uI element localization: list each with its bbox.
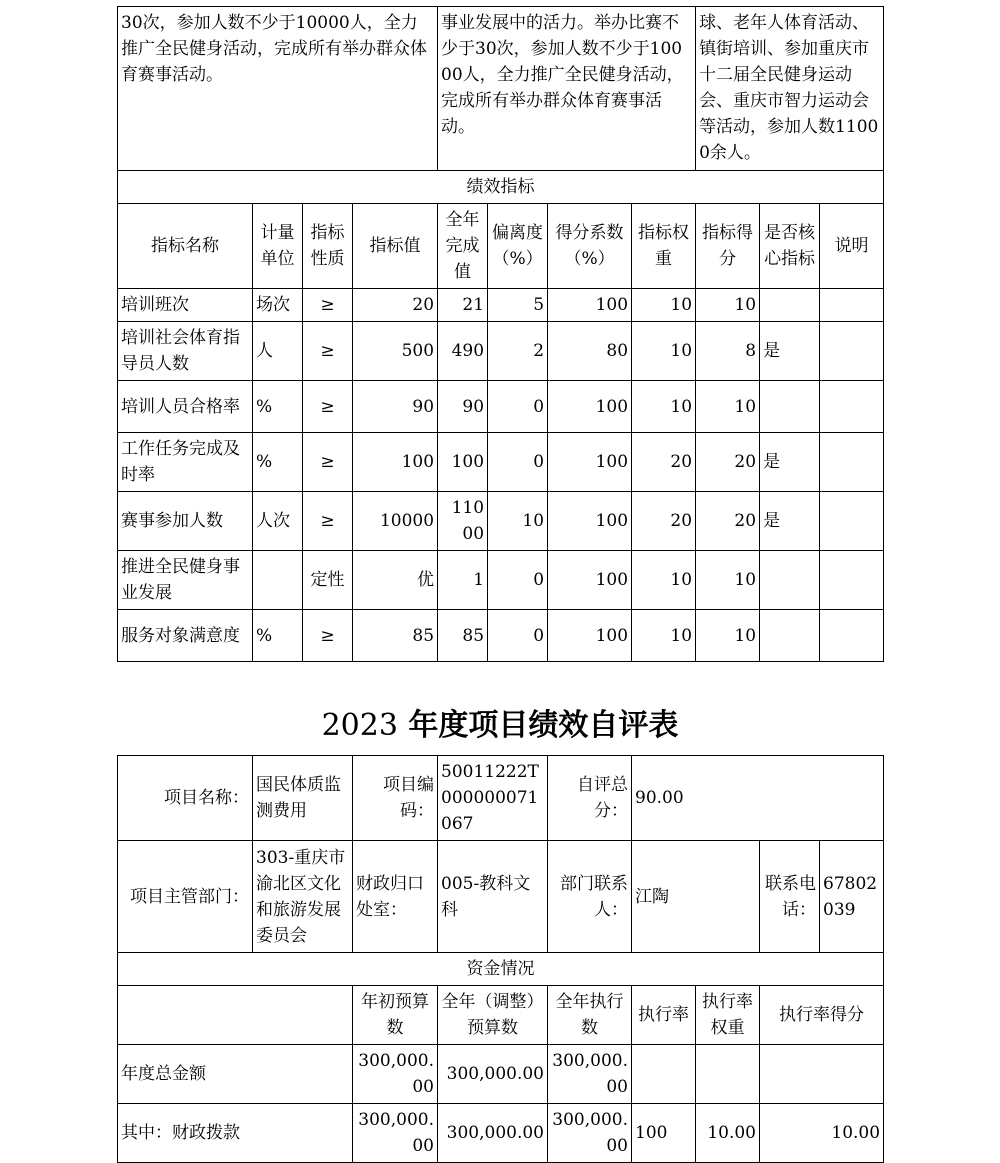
self-score-label: 自评总分： [548,756,632,841]
dept: 303-重庆市渝北区文化和旅游发展委员会 [253,841,353,953]
perf-cell: 10 [632,322,696,381]
perf-cell: 10000 [353,492,438,551]
funds-header: 执行率 [632,986,696,1045]
perf-cell: 80 [548,322,632,381]
perf-header: 得分系数（%） [548,204,632,289]
contact: 江陶 [632,841,760,953]
perf-row [118,551,884,610]
perf-cell: 21 [438,289,488,322]
perf-cell: 90 [353,381,438,433]
perf-cell: 20 [632,492,696,551]
perf-row [118,492,884,551]
perf-cell: ≥ [303,492,353,551]
funds-cell: 300,000.00 [548,1045,632,1104]
perf-row [118,433,884,492]
perf-cell: 优 [353,551,438,610]
top-text-cell-3: 球、老年人体育活动、镇街培训、参加重庆市十二届全民健身运动会、重庆市智力运动会等活动，参加人数11000余人。 [696,7,884,171]
perf-header: 指标权重 [632,204,696,289]
perf-cell: ≥ [303,322,353,381]
perf-cell: 2 [488,322,548,381]
funds-cell [632,1045,696,1104]
project-name-label: 项目名称： [118,756,253,841]
perf-cell [253,551,303,610]
funds-header-row [118,986,884,1045]
perf-cell [760,551,820,610]
perf-cell: ≥ [303,610,353,662]
perf-header: 偏离度（%） [488,204,548,289]
perf-cell [760,381,820,433]
perf-cell [820,381,884,433]
perf-cell: 推进全民健身事业发展 [118,551,253,610]
perf-cell: 20 [696,433,760,492]
perf-header: 指标得分 [696,204,760,289]
perf-cell: 100 [548,551,632,610]
perf-cell: 10 [488,492,548,551]
perf-cell [820,610,884,662]
funds-cell: 300,000.00 [438,1104,548,1163]
perf-cell: 10 [696,551,760,610]
perf-cell: 10 [632,289,696,322]
funds-header: 全年（调整）预算数 [438,986,548,1045]
funds-cell: 年度总金额 [118,1045,353,1104]
perf-cell: 10 [696,289,760,322]
perf-cell [820,322,884,381]
funds-header: 全年执行数 [548,986,632,1045]
perf-cell [820,289,884,322]
finance: 005-教科文科 [438,841,548,953]
perf-cell: 100 [438,433,488,492]
perf-row [118,381,884,433]
perf-cell: 培训人员合格率 [118,381,253,433]
perf-header: 指标性质 [303,204,353,289]
perf-header: 指标名称 [118,204,253,289]
top-text-cell-2: 事业发展中的活力。举办比赛不少于30次，参加人数不少于10000人，全力推广全民健身活动，完成所有举办群众体育赛事活动。 [438,7,696,171]
perf-cell: 100 [548,610,632,662]
funds-header: 执行率得分 [760,986,884,1045]
funds-cell: 10.00 [760,1104,884,1163]
perf-header-row [118,204,884,289]
perf-cell: 490 [438,322,488,381]
funds-row [118,1045,884,1104]
perf-cell: ≥ [303,381,353,433]
funds-section-title: 资金情况 [118,953,884,986]
perf-cell [820,433,884,492]
phone-label: 联系电话： [760,841,820,953]
perf-cell: 85 [438,610,488,662]
perf-cell: 8 [696,322,760,381]
perf-cell: % [253,610,303,662]
perf-cell: 100 [548,289,632,322]
perf-cell: 90 [438,381,488,433]
perf-cell: 10 [696,610,760,662]
perf-cell: 人 [253,322,303,381]
funds-cell [696,1045,760,1104]
funds-cell: 100 [632,1104,696,1163]
project-table [117,755,884,1163]
perf-cell: 500 [353,322,438,381]
perf-cell: 10 [632,610,696,662]
funds-header: 年初预算数 [353,986,438,1045]
page-title [0,700,1000,744]
perf-cell: 100 [548,492,632,551]
perf-cell: % [253,433,303,492]
perf-cell [820,551,884,610]
perf-cell: 是 [760,322,820,381]
perf-cell: 11000 [438,492,488,551]
perf-row [118,289,884,322]
perf-section-title: 绩效指标 [118,171,884,204]
funds-cell: 300,000.00 [548,1104,632,1163]
perf-cell [760,610,820,662]
perf-cell [760,289,820,322]
funds-cell: 10.00 [696,1104,760,1163]
perf-cell: 是 [760,492,820,551]
perf-cell: 场次 [253,289,303,322]
funds-cell: 300,000.00 [353,1104,438,1163]
perf-header: 是否核心指标 [760,204,820,289]
perf-cell: 赛事参加人数 [118,492,253,551]
perf-cell: 20 [353,289,438,322]
funds-row [118,1104,884,1163]
perf-row [118,322,884,381]
perf-row [118,610,884,662]
perf-cell: ≥ [303,289,353,322]
perf-cell: 是 [760,433,820,492]
contact-label: 部门联系人： [548,841,632,953]
project-name: 国民体质监测费用 [253,756,353,841]
funds-cell: 300,000.00 [353,1045,438,1104]
funds-cell [760,1045,884,1104]
perf-header: 指标值 [353,204,438,289]
perf-cell: 10 [696,381,760,433]
perf-cell: % [253,381,303,433]
title-text: 年度项目绩效自评表 [408,708,679,743]
perf-header: 计量单位 [253,204,303,289]
finance-label: 财政归口处室： [353,841,438,953]
perf-header: 全年完成值 [438,204,488,289]
perf-cell [820,492,884,551]
perf-cell: 培训社会体育指导员人数 [118,322,253,381]
project-code: 50011222T000000071067 [438,756,548,841]
top-text-cell-1: 30次，参加人数不少于10000人，全力推广全民健身活动，完成所有举办群众体育赛事活动。 [118,7,438,171]
perf-cell: ≥ [303,433,353,492]
funds-header-blank [118,986,353,1045]
perf-cell: 10 [632,381,696,433]
perf-cell: 定性 [303,551,353,610]
perf-cell: 培训班次 [118,289,253,322]
perf-cell: 0 [488,610,548,662]
funds-header: 执行率权重 [696,986,760,1045]
perf-cell: 100 [548,433,632,492]
perf-cell: 5 [488,289,548,322]
perf-cell: 人次 [253,492,303,551]
perf-cell: 工作任务完成及时率 [118,433,253,492]
phone: 67802039 [820,841,884,953]
project-code-label: 项目编码： [353,756,438,841]
performance-table [117,6,884,662]
perf-cell: 10 [632,551,696,610]
perf-cell: 服务对象满意度 [118,610,253,662]
dept-label: 项目主管部门： [118,841,253,953]
perf-cell: 85 [353,610,438,662]
perf-cell: 100 [353,433,438,492]
title-year: 2023 [321,708,398,743]
funds-cell: 其中：财政拨款 [118,1104,353,1163]
perf-cell: 100 [548,381,632,433]
funds-cell: 300,000.00 [438,1045,548,1104]
perf-cell: 0 [488,433,548,492]
perf-cell: 20 [632,433,696,492]
perf-header: 说明 [820,204,884,289]
perf-cell: 0 [488,551,548,610]
perf-cell: 1 [438,551,488,610]
perf-cell: 20 [696,492,760,551]
self-score: 90.00 [632,756,884,841]
perf-cell: 0 [488,381,548,433]
